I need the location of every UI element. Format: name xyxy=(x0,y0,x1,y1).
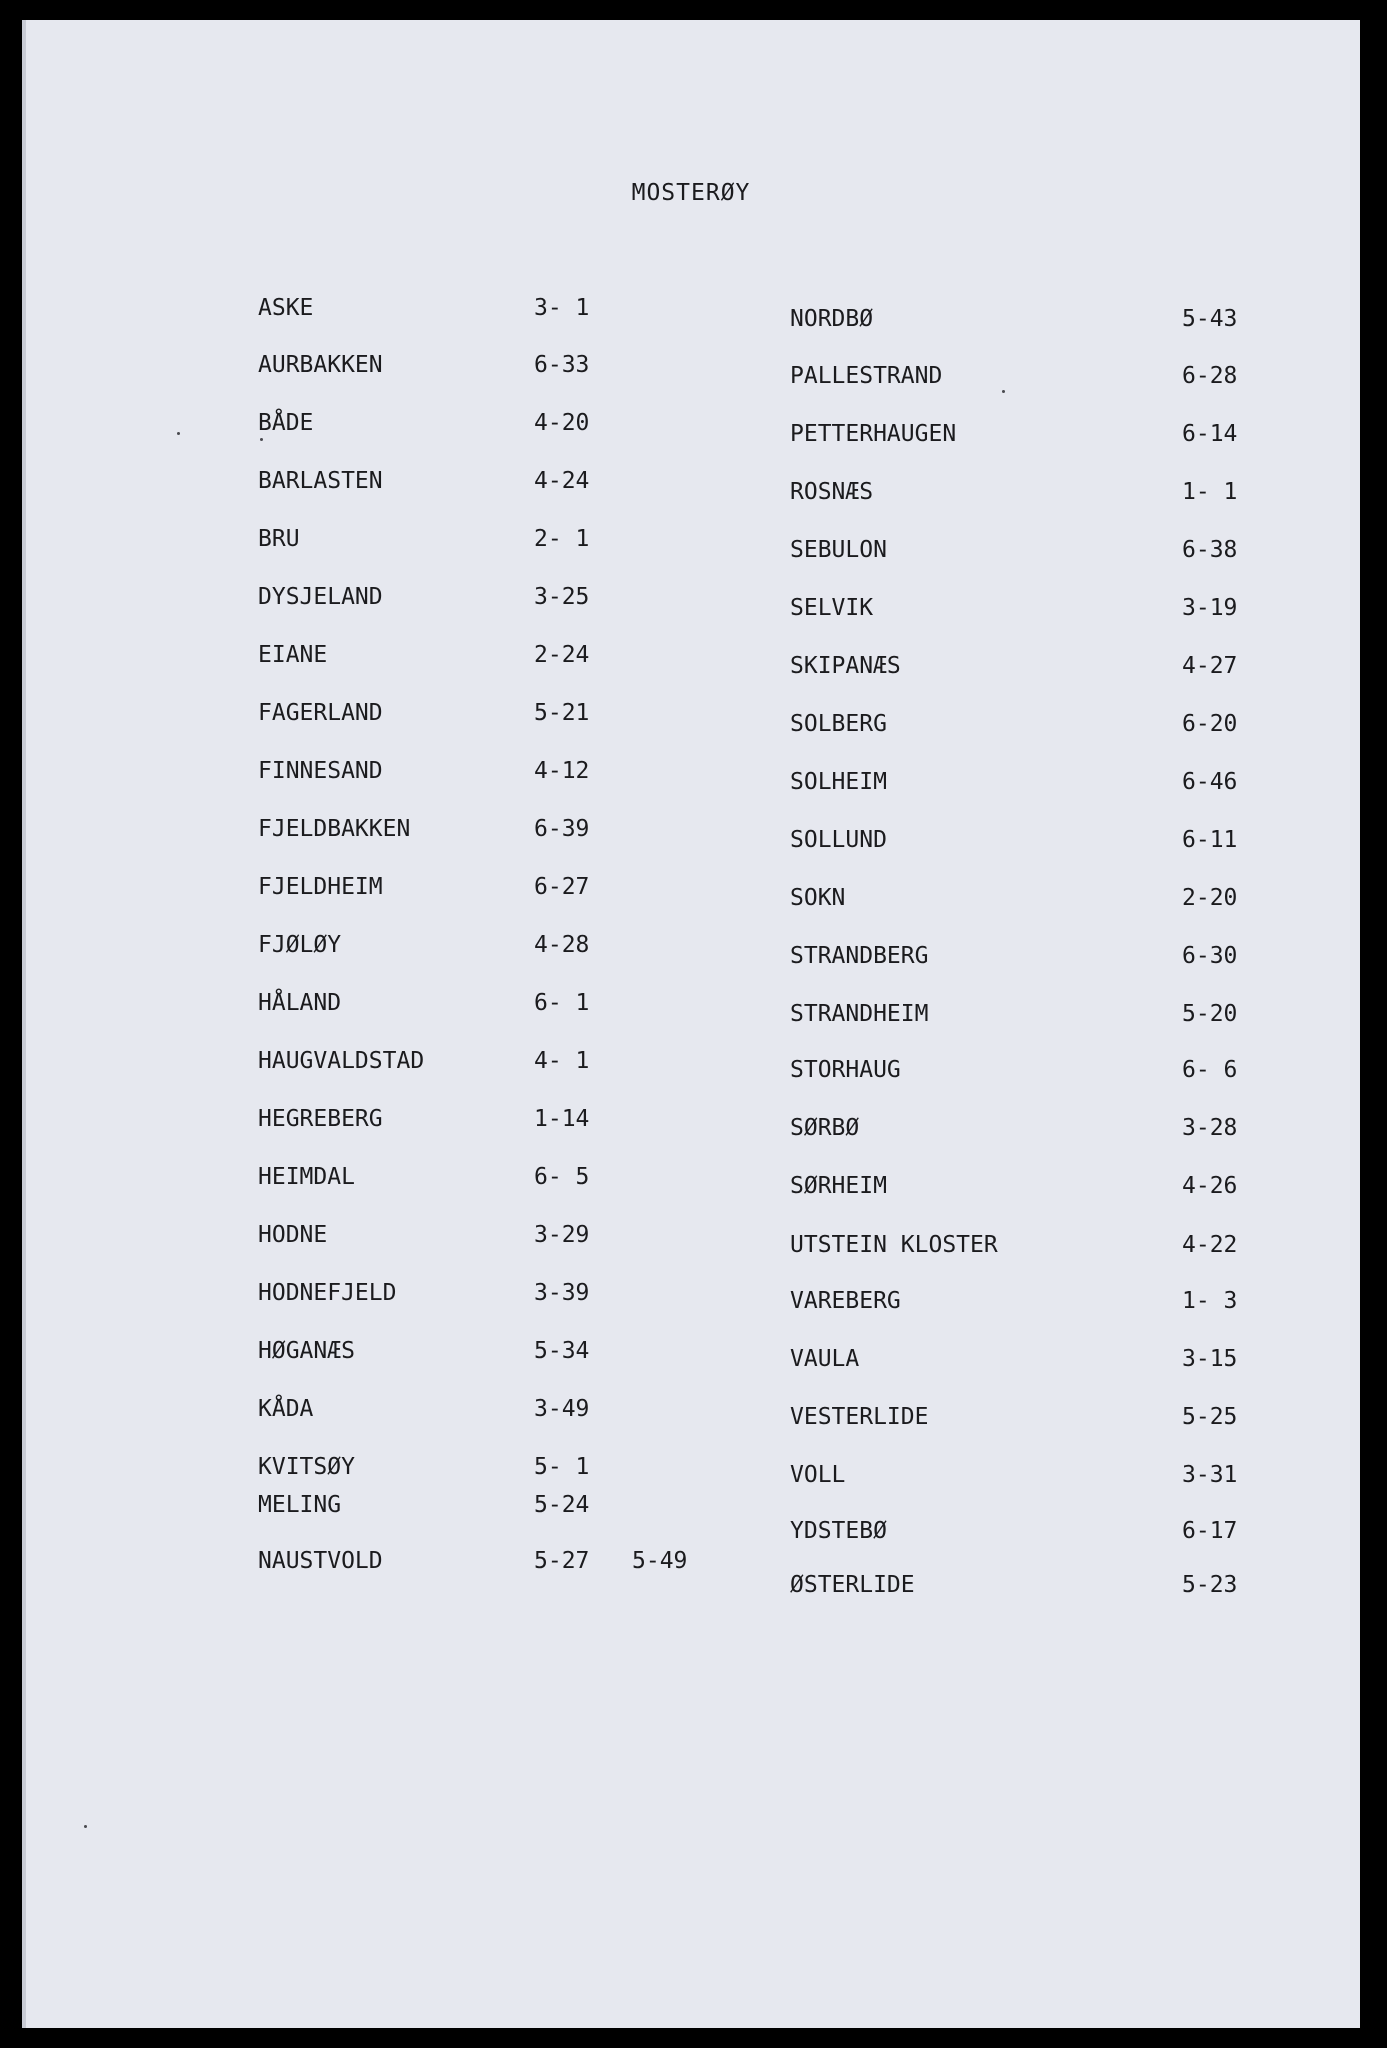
place-name: SKIPANÆS xyxy=(790,653,901,679)
paper-speck xyxy=(84,1825,87,1828)
place-code: 6-30 xyxy=(1182,943,1238,969)
place-name: FAGERLAND xyxy=(258,700,383,726)
place-name: BÅDE xyxy=(258,410,314,436)
place-code: 4-20 xyxy=(534,410,590,436)
place-code: 6-27 xyxy=(534,874,590,900)
place-code: 5-20 xyxy=(1182,1001,1238,1027)
place-code: 1- 3 xyxy=(1182,1288,1238,1314)
place-code: 3-28 xyxy=(1182,1115,1238,1141)
place-name: SEBULON xyxy=(790,537,887,563)
place-code: 4-27 xyxy=(1182,653,1238,679)
place-code: 6-11 xyxy=(1182,827,1238,853)
place-name: DYSJELAND xyxy=(258,584,383,610)
place-code: 4-28 xyxy=(534,932,590,958)
place-code: 3-49 xyxy=(534,1396,590,1422)
place-name: KÅDA xyxy=(258,1396,314,1422)
place-code: 1- 1 xyxy=(1182,479,1238,505)
place-name: BARLASTEN xyxy=(258,468,383,494)
place-name: NORDBØ xyxy=(790,306,874,332)
place-name: VAULA xyxy=(790,1346,860,1372)
place-code: 3-25 xyxy=(534,584,590,610)
place-name: SOLLUND xyxy=(790,827,887,853)
place-code: 3- 1 xyxy=(534,295,590,321)
place-code: 4-12 xyxy=(534,758,590,784)
place-code: 3-39 xyxy=(534,1280,590,1306)
place-name: HEIMDAL xyxy=(258,1164,355,1190)
place-code: 6-38 xyxy=(1182,537,1238,563)
place-name: VAREBERG xyxy=(790,1288,901,1314)
place-code: 6- 5 xyxy=(534,1164,590,1190)
place-code: 4-24 xyxy=(534,468,590,494)
place-name: FINNESAND xyxy=(258,758,383,784)
place-code: 2- 1 xyxy=(534,526,590,552)
place-name: EIANE xyxy=(258,642,328,668)
place-name: HØGANÆS xyxy=(258,1338,355,1364)
place-code: 6-33 xyxy=(534,352,590,378)
place-name: NAUSTVOLD xyxy=(258,1548,383,1574)
place-name: STRANDBERG xyxy=(790,943,929,969)
place-code: 3-15 xyxy=(1182,1346,1238,1372)
place-code: 6-20 xyxy=(1182,711,1238,737)
paper-speck xyxy=(1002,390,1005,393)
place-code: 4- 1 xyxy=(534,1048,590,1074)
paper-speck xyxy=(177,432,180,435)
place-name: SOKN xyxy=(790,885,846,911)
place-name: HODNEFJELD xyxy=(258,1280,397,1306)
place-code: 3-19 xyxy=(1182,595,1238,621)
scan-left-edge-mark xyxy=(22,20,26,2028)
place-name: HÅLAND xyxy=(258,990,342,1016)
place-code: 2-20 xyxy=(1182,885,1238,911)
place-code: 3-31 xyxy=(1182,1462,1238,1488)
place-code-extra: 5-49 xyxy=(632,1548,688,1574)
place-code: 5- 1 xyxy=(534,1454,590,1480)
place-name: SØRBØ xyxy=(790,1115,860,1141)
place-name: AURBAKKEN xyxy=(258,352,383,378)
place-name: KVITSØY xyxy=(258,1454,355,1480)
place-code: 4-26 xyxy=(1182,1173,1238,1199)
place-name: SOLHEIM xyxy=(790,769,887,795)
paper-speck xyxy=(260,438,263,441)
place-name: SØRHEIM xyxy=(790,1173,887,1199)
place-name: PALLESTRAND xyxy=(790,363,943,389)
place-name: UTSTEIN KLOSTER xyxy=(790,1232,998,1258)
place-name: FJELDBAKKEN xyxy=(258,816,411,842)
place-code: 5-43 xyxy=(1182,306,1238,332)
document-page xyxy=(22,20,1360,2028)
place-name: STORHAUG xyxy=(790,1057,901,1083)
place-code: 6-39 xyxy=(534,816,590,842)
place-code: 6- 1 xyxy=(534,990,590,1016)
place-name: ROSNÆS xyxy=(790,479,874,505)
place-name: PETTERHAUGEN xyxy=(790,421,957,447)
place-name: VOLL xyxy=(790,1462,846,1488)
place-code: 5-27 xyxy=(534,1548,590,1574)
place-name: ØSTERLIDE xyxy=(790,1572,915,1598)
place-name: SOLBERG xyxy=(790,711,887,737)
place-code: 2-24 xyxy=(534,642,590,668)
place-name: STRANDHEIM xyxy=(790,1001,929,1027)
place-code: 5-25 xyxy=(1182,1404,1238,1430)
place-code: 5-21 xyxy=(534,700,590,726)
place-code: 5-23 xyxy=(1182,1572,1238,1598)
place-code: 4-22 xyxy=(1182,1232,1238,1258)
place-code: 1-14 xyxy=(534,1106,590,1132)
place-name: VESTERLIDE xyxy=(790,1404,929,1430)
place-code: 3-29 xyxy=(534,1222,590,1248)
place-code: 6-46 xyxy=(1182,769,1238,795)
place-name: ASKE xyxy=(258,295,314,321)
place-name: YDSTEBØ xyxy=(790,1518,887,1544)
place-name: HAUGVALDSTAD xyxy=(258,1048,425,1074)
place-code: 6-28 xyxy=(1182,363,1238,389)
place-name: BRU xyxy=(258,526,300,552)
place-code: 6-14 xyxy=(1182,421,1238,447)
place-code: 6-17 xyxy=(1182,1518,1238,1544)
place-name: MELING xyxy=(258,1492,342,1518)
place-code: 5-24 xyxy=(534,1492,590,1518)
place-code: 5-34 xyxy=(534,1338,590,1364)
place-name: SELVIK xyxy=(790,595,874,621)
place-name: FJELDHEIM xyxy=(258,874,383,900)
place-code: 6- 6 xyxy=(1182,1057,1238,1083)
place-name: FJØLØY xyxy=(258,932,342,958)
page-title: MOSTERØY xyxy=(631,180,751,206)
place-name: HEGREBERG xyxy=(258,1106,383,1132)
place-name: HODNE xyxy=(258,1222,328,1248)
